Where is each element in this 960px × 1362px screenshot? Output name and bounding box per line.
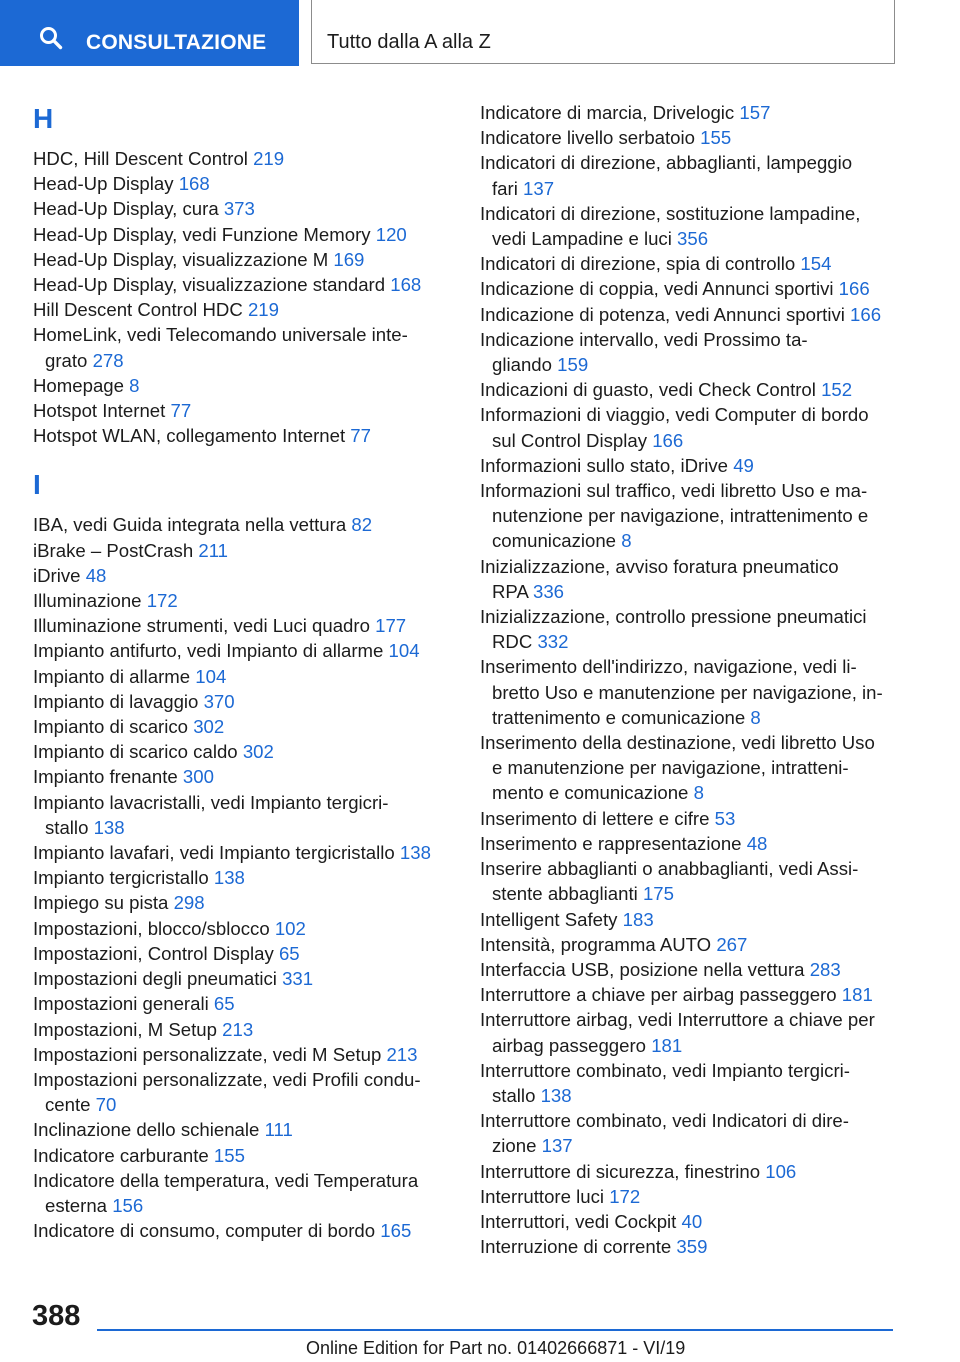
page-reference-link[interactable]: 104 — [388, 640, 420, 662]
page-reference-link[interactable]: 111 — [264, 1119, 293, 1141]
index-entry-text: Impostazioni generali — [33, 993, 209, 1015]
index-column-left — [33, 100, 445, 1243]
page-reference-link[interactable]: 157 — [739, 102, 771, 123]
index-entry-text: Indicatori di direzione, sostituzione lampadine, — [480, 202, 861, 224]
index-entry-text: comunicazione — [492, 530, 617, 552]
index-entry-text: bretto Uso e manutenzione per navigazione, in- — [492, 681, 883, 703]
index-entry-text: Hill Descent Control HDC — [33, 299, 243, 321]
index-entry-text: sul Control Display — [492, 429, 648, 451]
index-entry — [480, 327, 900, 377]
index-entry-text: Interruttore combinato, vedi Indicatori di dire- — [480, 1110, 849, 1132]
index-entry — [33, 297, 445, 322]
page-reference-link[interactable]: 154 — [800, 253, 832, 275]
consultazione-label: CONSULTAZIONE — [86, 31, 267, 54]
index-entry — [33, 664, 445, 689]
footer-divider — [97, 1329, 893, 1331]
page-reference-link[interactable]: 298 — [173, 892, 205, 914]
index-entry-text: iBrake – PostCrash — [33, 539, 194, 561]
page-reference-link[interactable]: 177 — [375, 615, 407, 637]
page-reference-link[interactable]: 283 — [809, 958, 841, 980]
index-entry — [480, 856, 900, 906]
index-entry — [33, 1218, 445, 1243]
index-entry-text: Inizializzazione, controllo pressione pneumatici — [480, 606, 867, 628]
section-title: Tutto dalla A alla Z — [327, 31, 491, 53]
index-entry — [33, 638, 445, 663]
page-reference-link[interactable]: 8 — [621, 530, 632, 552]
index-entry — [480, 1234, 900, 1259]
page-reference-link[interactable]: 48 — [746, 832, 768, 854]
index-entry — [480, 377, 900, 402]
index-entry-text: Head-Up Display, vedi Funzione Memory — [33, 223, 371, 245]
index-entry-text: Indicatore di marcia, Drivelogic — [480, 102, 735, 123]
page-reference-link[interactable]: 138 — [213, 867, 245, 889]
index-entry-text: Intensità, programma AUTO — [480, 933, 712, 955]
index-entry-text: Interruttore di sicurezza, finestrino — [480, 1160, 761, 1182]
index-entry-text: HDC, Hill Descent Control — [33, 148, 248, 169]
index-entry-text: Impianto antifurto, vedi Impianto di allarme — [33, 640, 384, 662]
consultazione-button[interactable] — [0, 0, 299, 66]
index-column-right — [480, 100, 900, 1259]
index-entry — [480, 806, 900, 831]
index-entry-text: Impostazioni, blocco/sblocco — [33, 917, 270, 939]
page-reference-link[interactable]: 138 — [93, 816, 125, 838]
section-title-tab[interactable] — [311, 0, 895, 64]
index-entry-text: Impostazioni personalizzate, vedi Profili condu- — [33, 1068, 421, 1090]
index-entry-text: nutenzione per navigazione, intrattenimento e — [492, 505, 869, 527]
page-reference-link[interactable]: 77 — [170, 400, 192, 422]
index-entry-text: Impianto lavacristalli, vedi Impianto tergicri- — [33, 791, 389, 813]
page-reference-link[interactable]: 172 — [609, 1185, 641, 1207]
index-entry — [33, 588, 445, 613]
page-reference-link[interactable]: 219 — [247, 299, 279, 321]
section-letter: I — [33, 469, 41, 501]
page-reference-link[interactable]: 138 — [399, 842, 431, 864]
index-entry-text: Indicatori di direzione, abbaglianti, lampeggio — [480, 152, 853, 174]
page-reference-link[interactable]: 137 — [541, 1135, 573, 1157]
index-entry-text: Head-Up Display — [33, 173, 174, 195]
page-reference-link[interactable]: 155 — [700, 127, 732, 149]
index-entry-text: stallo — [492, 1084, 536, 1106]
index-entry — [480, 932, 900, 957]
page-reference-link[interactable]: 166 — [838, 278, 870, 300]
index-entry-text: Informazioni di viaggio, vedi Computer di bordo — [480, 404, 869, 426]
index-entry-text: Interruttore combinato, vedi Impianto tergicri- — [480, 1059, 850, 1081]
index-entry — [33, 890, 445, 915]
page-reference-link[interactable]: 106 — [765, 1160, 797, 1182]
footer-edition-text: Online Edition for Part no. 01402666871 - VI/19 — [306, 1338, 686, 1358]
index-entry — [480, 125, 900, 150]
index-entry — [480, 100, 900, 125]
page-reference-link[interactable]: 219 — [253, 148, 285, 169]
index-entry — [33, 373, 445, 398]
index-entry — [33, 272, 445, 297]
index-entry-text: Inclinazione dello schienale — [33, 1119, 260, 1141]
page-reference-link[interactable]: 77 — [350, 425, 371, 447]
page-reference-link[interactable]: 213 — [222, 1018, 254, 1040]
index-entry — [33, 689, 445, 714]
index-entry-text: Indicatore di consumo, computer di bordo — [33, 1220, 376, 1242]
index-entry — [33, 916, 445, 941]
index-entry-text: Inserimento di lettere e cifre — [480, 807, 710, 829]
index-entry-text: Interruzione di corrente — [480, 1236, 672, 1258]
index-entry — [480, 982, 900, 1007]
search-icon — [39, 26, 63, 50]
page-reference-link[interactable]: 168 — [390, 274, 422, 296]
page-reference-link[interactable]: 300 — [182, 766, 214, 788]
index-entry-text: IBA, vedi Guida integrata nella vettura — [33, 514, 347, 536]
index-entry-text: vedi Lampadine e luci — [492, 228, 672, 250]
index-entry — [480, 957, 900, 982]
index-entry — [33, 538, 445, 563]
index-entry-text: Impostazioni degli pneumatici — [33, 968, 277, 990]
index-entry-text: RDC — [492, 631, 533, 653]
index-entry-text: RPA — [492, 580, 528, 602]
page-reference-link[interactable]: 213 — [386, 1043, 418, 1065]
index-entry — [480, 1159, 900, 1184]
index-entry-text: Interruttore a chiave per airbag passeggero — [480, 984, 837, 1006]
index-entry — [33, 714, 445, 739]
page-reference-link[interactable]: 181 — [651, 1034, 683, 1056]
index-entry-text: Impianto frenante — [33, 766, 178, 788]
index-entry — [33, 613, 445, 638]
index-entry-text: Illuminazione strumenti, vedi Luci quadro — [33, 615, 370, 637]
index-entry — [33, 222, 445, 247]
page-reference-link[interactable]: 156 — [112, 1194, 144, 1216]
index-entry-text: Illuminazione — [33, 590, 142, 612]
page-reference-link[interactable]: 169 — [333, 248, 365, 270]
index-entry — [480, 554, 900, 604]
index-entry — [33, 1168, 445, 1218]
page-reference-link[interactable]: 332 — [537, 631, 569, 653]
index-entry — [33, 1042, 445, 1067]
index-entry — [33, 941, 445, 966]
index-entry — [33, 146, 445, 171]
index-entry — [33, 423, 445, 448]
header-bar — [0, 0, 960, 66]
index-entry-text: Hotspot Internet — [33, 400, 166, 422]
index-entry — [33, 1067, 445, 1117]
index-entry-text: Impianto di allarme — [33, 665, 191, 687]
index-entry-text: Impostazioni, M Setup — [33, 1018, 217, 1040]
page-reference-link[interactable]: 155 — [213, 1144, 245, 1166]
index-entry — [33, 865, 445, 890]
page-reference-link[interactable]: 302 — [242, 741, 274, 763]
page-reference-link[interactable]: 370 — [203, 690, 235, 712]
index-entry-text: Inserire abbaglianti o anabbaglianti, vedi Assi- — [480, 858, 859, 880]
index-entry — [480, 1108, 900, 1158]
index-entry — [33, 739, 445, 764]
page-reference-link[interactable]: 166 — [850, 303, 882, 325]
index-entry — [33, 171, 445, 196]
index-entry — [480, 276, 900, 301]
index-entry-text: Head-Up Display, visualizzazione M — [33, 248, 329, 270]
index-entry-text: Interfaccia USB, posizione nella vettura — [480, 958, 805, 980]
index-entry-text: Inizializzazione, avviso foratura pneumatico — [480, 555, 839, 577]
page-reference-link[interactable]: 70 — [95, 1094, 117, 1116]
index-entry-text: Homepage — [33, 374, 124, 396]
page-reference-link[interactable]: 104 — [195, 665, 227, 687]
index-entry — [33, 322, 445, 372]
page-reference-link[interactable]: 356 — [677, 228, 709, 250]
index-entry-text: gliando — [492, 354, 552, 376]
index-entry — [480, 478, 900, 554]
index-entry — [480, 654, 900, 730]
index-entry — [480, 453, 900, 478]
index-entry — [480, 730, 900, 806]
index-entry-text: fari — [492, 177, 518, 199]
index-entry — [480, 1184, 900, 1209]
index-entry — [33, 1143, 445, 1168]
index-entry-text: Impianto lavafari, vedi Impianto tergicristallo — [33, 842, 395, 864]
index-entry-text: esterna — [45, 1194, 108, 1216]
page-reference-link[interactable]: 331 — [282, 968, 314, 990]
page-reference-link[interactable]: 373 — [223, 198, 255, 220]
index-entry-text: Indicatore livello serbatoio — [480, 127, 695, 149]
page-reference-link[interactable]: 183 — [622, 908, 654, 930]
index-entry-text: Impianto tergicristallo — [33, 867, 209, 889]
index-entry-text: cente — [45, 1094, 91, 1116]
index-entry — [480, 302, 900, 327]
page-reference-link[interactable]: 8 — [693, 782, 704, 804]
index-entry-text: Impianto di lavaggio — [33, 690, 199, 712]
page-reference-link[interactable]: 137 — [523, 177, 555, 199]
page-reference-link[interactable]: 172 — [146, 590, 178, 612]
index-entry — [33, 1017, 445, 1042]
index-entry-text: stente abbaglianti — [492, 883, 638, 905]
index-entry — [33, 790, 445, 840]
index-entry-text: airbag passeggero — [492, 1034, 647, 1056]
page-reference-link[interactable]: 181 — [841, 984, 873, 1006]
index-entry-text: mento e comunicazione — [492, 782, 689, 804]
index-entry-text: Impianto di scarico caldo — [33, 741, 238, 763]
index-entry — [480, 1058, 900, 1108]
page-reference-link[interactable]: 152 — [821, 379, 853, 401]
section-letter: H — [33, 103, 54, 134]
index-entry-text: Inserimento della destinazione, vedi libretto Uso — [480, 732, 875, 754]
index-entry — [33, 512, 445, 537]
index-entry-text: Indicazione intervallo, vedi Prossimo ta- — [480, 328, 808, 350]
index-entry-text: Informazioni sullo stato, iDrive — [480, 454, 729, 476]
index-entry-text: Impostazioni personalizzate, vedi M Setup — [33, 1043, 382, 1065]
page-reference-link[interactable]: 267 — [716, 933, 748, 955]
page-reference-link[interactable]: 165 — [380, 1220, 412, 1242]
index-entry-text: stallo — [45, 816, 89, 838]
index-entry — [480, 150, 900, 200]
index-entry-text: zione — [492, 1135, 537, 1157]
page-reference-link[interactable]: 8 — [750, 706, 761, 728]
index-entry — [33, 991, 445, 1016]
index-entry-text: HomeLink, vedi Telecomando universale inte- — [33, 324, 408, 346]
index-entry — [480, 1209, 900, 1234]
page-reference-link[interactable]: 65 — [213, 993, 235, 1015]
index-entry-text: Interruttore airbag, vedi Interruttore a chiave per — [480, 1009, 875, 1031]
index-entry-text: Impiego su pista — [33, 892, 169, 914]
index-entry-text: Indicatore carburante — [33, 1144, 209, 1166]
index-entry-text: Head-Up Display, visualizzazione standard — [33, 274, 386, 296]
page-reference-link[interactable]: 211 — [198, 539, 229, 561]
page-reference-link[interactable]: 159 — [557, 354, 589, 376]
page-reference-link[interactable]: 48 — [85, 564, 107, 586]
page-reference-link[interactable]: 138 — [540, 1084, 572, 1106]
page-reference-link[interactable]: 82 — [351, 514, 373, 536]
index-entry-text: Indicazione di coppia, vedi Annunci sportivi — [480, 278, 834, 300]
index-entry — [480, 201, 900, 251]
page-reference-link[interactable]: 53 — [714, 807, 736, 829]
index-entry-text: trattenimento e comunicazione — [492, 706, 746, 728]
page-reference-link[interactable]: 175 — [642, 883, 674, 905]
page-reference-link[interactable]: 40 — [681, 1210, 703, 1232]
page-reference-link[interactable]: 102 — [274, 917, 306, 939]
page-reference-link[interactable]: 49 — [733, 454, 754, 476]
index-entry-text: Indicazione di potenza, vedi Annunci sportivi — [480, 303, 845, 325]
index-entry-text: iDrive — [33, 564, 81, 586]
index-entry-text: Indicazioni di guasto, vedi Check Control — [480, 379, 816, 401]
index-entry-text: Indicatore della temperatura, vedi Temperatura — [33, 1169, 419, 1191]
page-reference-link[interactable]: 359 — [676, 1236, 708, 1258]
index-entry — [33, 563, 445, 588]
page-reference-link[interactable]: 336 — [533, 580, 565, 602]
index-entry-text: Informazioni sul traffico, vedi libretto Uso e ma- — [480, 480, 868, 502]
index-entry — [33, 840, 445, 865]
index-entry-text: Interruttore luci — [480, 1185, 605, 1207]
page-reference-link[interactable]: 278 — [92, 349, 124, 371]
index-entry-text: Intelligent Safety — [480, 908, 618, 930]
index-entry — [480, 604, 900, 654]
page-reference-link[interactable]: 168 — [178, 173, 210, 195]
page-reference-link[interactable]: 120 — [375, 223, 407, 245]
index-entry — [480, 907, 900, 932]
index-entry — [33, 1117, 445, 1142]
index-entry-text: e manutenzione per navigazione, intratteni- — [492, 757, 849, 779]
index-entry-text: grato — [45, 349, 88, 371]
index-entry — [33, 247, 445, 272]
index-entry-text: Head-Up Display, cura — [33, 198, 219, 220]
index-entry-text: Interruttori, vedi Cockpit — [480, 1210, 677, 1232]
page-reference-link[interactable]: 8 — [129, 374, 140, 396]
index-entry — [33, 966, 445, 991]
index-entry-text: Hotspot WLAN, collegamento Internet — [33, 425, 346, 447]
index-entry — [33, 398, 445, 423]
index-entry — [33, 764, 445, 789]
index-entry — [480, 1007, 900, 1057]
index-entry-text: Impianto di scarico — [33, 716, 189, 738]
page-reference-link[interactable]: 302 — [193, 716, 225, 738]
page-reference-link[interactable]: 166 — [652, 429, 684, 451]
index-entry — [480, 402, 900, 452]
index-entry-text: Inserimento dell'indirizzo, navigazione, vedi li- — [480, 656, 857, 678]
index-entry-text: Inserimento e rappresentazione — [480, 832, 742, 854]
index-entry — [33, 196, 445, 221]
index-entry — [480, 251, 900, 276]
index-entry-text: Indicatori di direzione, spia di controllo — [480, 253, 796, 275]
page-reference-link[interactable]: 65 — [278, 942, 300, 964]
index-entry — [480, 831, 900, 856]
index-entry-text: Impostazioni, Control Display — [33, 942, 274, 964]
page-number: 388 — [32, 1300, 81, 1332]
